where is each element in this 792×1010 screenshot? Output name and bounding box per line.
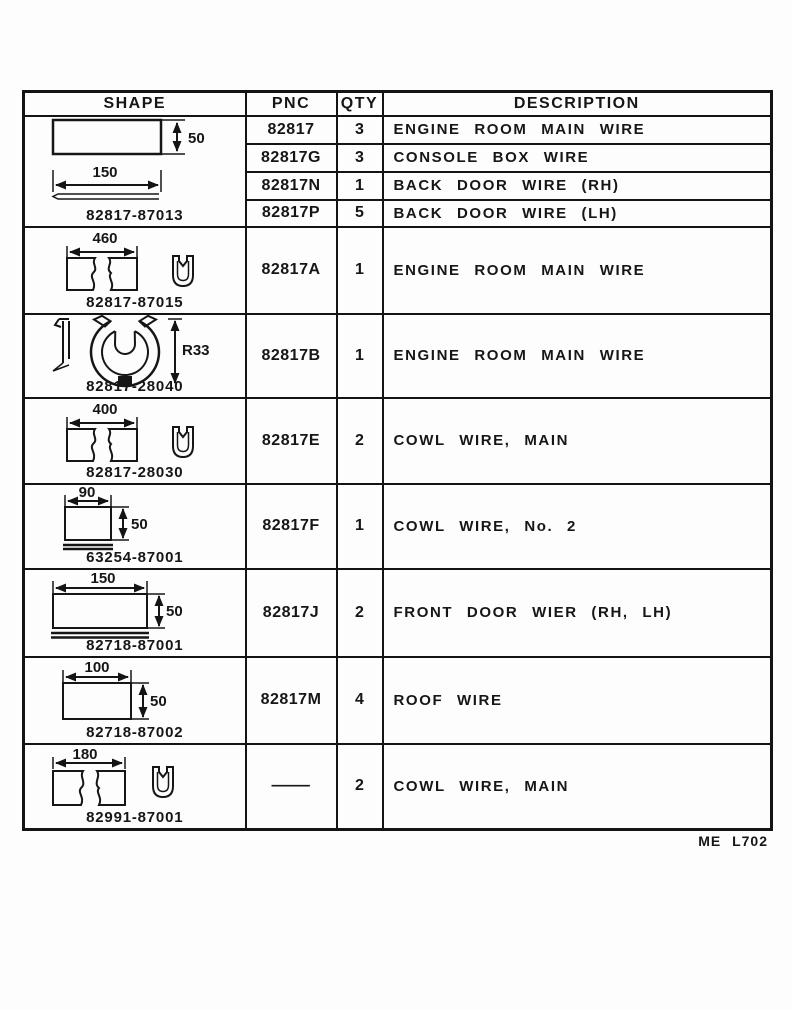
radius-dimension: [168, 319, 210, 383]
pnc-value: 82817N: [261, 176, 321, 194]
shape-cell: [24, 227, 246, 314]
qty-cell: [337, 227, 383, 314]
description-value: COWL WIRE, No. 2: [393, 517, 577, 535]
part-number-label: 82817-87015: [86, 293, 184, 311]
description-value: ENGINE ROOM MAIN WIRE: [393, 261, 646, 279]
qty-value: 2: [355, 431, 364, 449]
shape-cell: [24, 398, 246, 484]
part-number-label: 82991-87001: [86, 809, 184, 826]
qty-cell: [337, 144, 383, 172]
qty-cell: [337, 569, 383, 657]
qty-cell: [337, 484, 383, 569]
part-outline-with-break: [67, 429, 137, 461]
dimension-label: 100: [84, 658, 110, 676]
description-cell: [383, 484, 772, 569]
parts-table: [22, 90, 773, 831]
pnc-cell: [246, 172, 337, 200]
column-header-shape: SHAPE: [24, 92, 246, 116]
part-number-label: 82817-87013: [86, 206, 184, 224]
shape-cell: [24, 569, 246, 657]
column-header-description: DESCRIPTION: [383, 92, 772, 116]
qty-value: 1: [355, 346, 364, 364]
table-header-row: [24, 92, 772, 116]
description-cell: [383, 116, 772, 144]
table-row: [24, 657, 772, 744]
pnc-value: 82817P: [261, 204, 321, 221]
pnc-value: 82817M: [260, 691, 322, 708]
pnc-cell: [246, 200, 337, 227]
pnc-value: 82817B: [261, 346, 321, 364]
pnc-cell: [246, 744, 337, 830]
dimension-label: 460: [92, 229, 118, 247]
description-cell: [383, 569, 772, 657]
part-outline: [53, 594, 147, 628]
height-dimension: [147, 594, 183, 628]
clamp-side-view: [53, 319, 69, 371]
height-dimension: [131, 683, 167, 719]
pnc-cell: [246, 657, 337, 744]
pnc-value: 82817F: [262, 517, 320, 534]
description-value: ROOF WIRE: [393, 691, 503, 709]
qty-value: 2: [355, 603, 364, 621]
pnc-cell: [246, 116, 337, 144]
description-cell: [383, 398, 772, 484]
qty-cell: [337, 398, 383, 484]
pnc-cell: [246, 398, 337, 484]
table-row: [24, 484, 772, 569]
description-value: ENGINE ROOM MAIN WIRE: [393, 347, 646, 364]
clip-icon: [173, 427, 193, 457]
pnc-cell: [246, 314, 337, 398]
part-number-label: 82718-87001: [86, 636, 184, 654]
qty-value: 1: [355, 517, 364, 534]
qty-value: 2: [355, 777, 364, 795]
table-row: [24, 744, 772, 830]
strip-side-view: [53, 194, 159, 199]
pnc-value: 82817G: [261, 148, 321, 166]
description-value: FRONT DOOR WIER (RH, LH): [393, 604, 673, 621]
shape-cell: [24, 314, 246, 398]
table-row: [24, 398, 772, 484]
description-value: CONSOLE BOX WIRE: [393, 149, 590, 166]
pnc-value: —: [271, 777, 311, 795]
qty-value: 3: [355, 120, 364, 138]
description-cell: [383, 200, 772, 227]
pnc-cell: [246, 484, 337, 569]
column-header-qty: QTY: [337, 92, 383, 116]
dimension-label: R33: [182, 341, 210, 359]
shape-drawing: [25, 117, 243, 221]
qty-value: 1: [355, 176, 364, 194]
height-dimension: [161, 120, 205, 154]
dimension-label: 150: [90, 569, 116, 587]
qty-value: 3: [355, 148, 364, 166]
shape-cell: [24, 116, 246, 227]
table-row: [24, 227, 772, 314]
column-header-pnc: PNC: [246, 92, 337, 116]
description-cell: [383, 227, 772, 314]
clamp-front-view: [91, 315, 159, 385]
dimension-label: 50: [188, 129, 205, 147]
dimension-label: 400: [92, 400, 118, 418]
clip-icon: [173, 256, 193, 286]
dimension-label: 50: [166, 602, 183, 620]
description-value: COWL WIRE, MAIN: [393, 777, 570, 795]
part-outline-with-break: [53, 771, 125, 805]
shape-cell: [24, 744, 246, 830]
pnc-cell: [246, 569, 337, 657]
qty-value: 4: [355, 691, 364, 708]
part-number-label: 82817-28040: [86, 377, 184, 395]
qty-value: 5: [355, 204, 364, 221]
part-outline: [65, 507, 111, 540]
shape-cell: [24, 657, 246, 744]
dimension-label: 50: [150, 692, 167, 710]
qty-cell: [337, 314, 383, 398]
part-outline-with-break: [67, 258, 137, 290]
description-cell: [383, 657, 772, 744]
pnc-value: 82817J: [262, 603, 320, 621]
part-outline: [63, 683, 131, 719]
table-row: [24, 569, 772, 657]
description-cell: [383, 314, 772, 398]
description-cell: [383, 172, 772, 200]
page-code: ME L702: [698, 833, 768, 849]
pnc-value: 82817E: [261, 431, 321, 449]
description-cell: [383, 744, 772, 830]
qty-cell: [337, 657, 383, 744]
qty-cell: [337, 200, 383, 227]
pnc-value: 82817: [267, 120, 315, 138]
qty-value: 1: [355, 261, 364, 278]
qty-cell: [337, 116, 383, 144]
description-value: BACK DOOR WIRE (RH): [393, 177, 620, 194]
dimension-label: 50: [131, 515, 148, 533]
description-value: BACK DOOR WIRE (LH): [393, 204, 618, 222]
shape-cell: [24, 484, 246, 569]
clip-icon: [153, 767, 173, 797]
part-number-label: 82817-28030: [86, 463, 184, 481]
length-dimension: [67, 246, 137, 258]
dimension-label: 180: [72, 745, 98, 763]
dimension-label: 150: [92, 163, 118, 181]
description-value: ENGINE ROOM MAIN WIRE: [393, 121, 646, 138]
pnc-cell: [246, 227, 337, 314]
part-number-label: 63254-87001: [86, 548, 184, 566]
table-row: [24, 314, 772, 398]
dimension-label: 90: [78, 484, 96, 501]
table-row: [24, 116, 772, 144]
part-number-label: 82718-87002: [86, 723, 184, 741]
qty-cell: [337, 744, 383, 830]
description-cell: [383, 144, 772, 172]
height-dimension: [111, 507, 148, 540]
width-dimension: [53, 164, 161, 192]
description-value: COWL WIRE, MAIN: [393, 432, 570, 449]
length-dimension: [67, 417, 137, 429]
pnc-cell: [246, 144, 337, 172]
pnc-value: 82817A: [261, 261, 321, 278]
qty-cell: [337, 172, 383, 200]
part-outline: [53, 120, 161, 154]
